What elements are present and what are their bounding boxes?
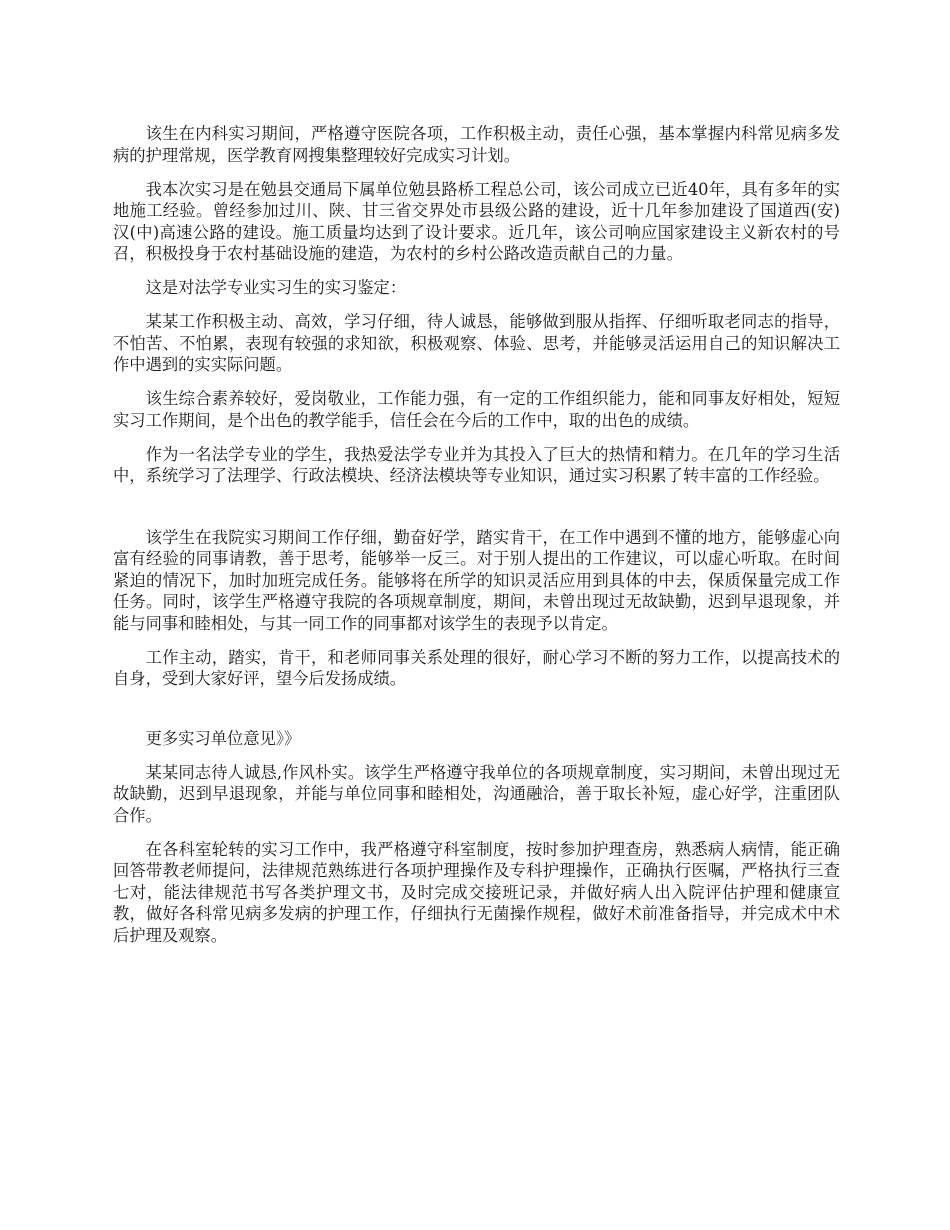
- paragraph: 我本次实习是在勉县交通局下属单位勉县路桥工程总公司，该公司成立已近40年，具有多年的实地施工经验。曾经参加过川、陕、甘三省交界处市县级公路的建设，近十几年参加建设了国道西(安)汉(中)高速公路的建设。施工质量均达到了设计要求。近几年，该公司响应国家建设主义新农村的号召，积极投身于农村基础设施的建造，为农村的乡村公路改造贡献自己的力量。: [113, 179, 840, 263]
- paragraph: 某某同志待人诚恳,作风朴实。该学生严格遵守我单位的各项规章制度，实习期间，未曾出现过无故缺勤，迟到早退现象，并能与单位同事和睦相处，沟通融洽，善于取长补短，虚心好学，注重团队合作。: [113, 762, 840, 825]
- paragraph: 某某工作积极主动、高效，学习仔细，待人诚恳，能够做到服从指挥、仔细听取老同志的指导，不怕苦、不怕累，表现有较强的求知欲，积极观察、体验、思考，并能够灵活运用自己的知识解决工作中遇到的实实际问题。: [113, 312, 840, 374]
- paragraph: 该生综合素养较好，爱岗敬业，工作能力强，有一定的工作组织能力，能和同事友好相处，短短实习工作期间，是个出色的教学能手，信任会在今后的工作中，取的出色的成绩。: [113, 389, 840, 430]
- paragraph: 这是对法学专业实习生的实习鉴定：: [145, 278, 407, 297]
- paragraph: 工作主动，踏实，肯干，和老师同事关系处理的很好，耐心学习不断的努力工作，以提高技术的自身，受到大家好评，望今后发扬成绩。: [113, 647, 840, 688]
- paragraph: 该生在内科实习期间，严格遵守医院各项，工作积极主动，责任心强，基本掌握内科常见病多发病的护理常规，医学教育网搜集整理较好完成实习计划。: [113, 124, 840, 165]
- document-body: [113, 123, 840, 959]
- paragraph: 该学生在我院实习期间工作仔细，勤奋好学，踏实肯干，在工作中遇到不懂的地方，能够虚心向富有经验的同事请教，善于思考，能够举一反三。对于别人提出的工作建议，可以虚心听取。在时间紧迫的情况下，加时加班完成任务。能够将在所学的知识灵活应用到具体的中去，保质保量完成工作任务。同时，该学生严格遵守我院的各项规章制度，期间，未曾出现过无故缺勤，迟到早退现象，并能与同事和睦相处，与其一同工作的同事都对该学生的表现予以肯定。: [113, 527, 840, 633]
- paragraph: 在各科室轮转的实习工作中，我严格遵守科室制度，按时参加护理查房，熟悉病人病情，能正确回答带教老师提问，法律规范熟练进行各项护理操作及专科护理操作，正确执行医嘱，严格执行三查七对，能法律规范书写各类护理文书，及时完成交接班记录，并做好病人出入院评估护理和健康宣教，做好各科常见病多发病的护理工作，仔细执行无菌操作规程，做好术前准备指导，并完成术中术后护理及观察。: [113, 839, 840, 945]
- more-opinions-heading: 更多实习单位意见》》: [145, 728, 301, 748]
- paragraph: 作为一名法学专业的学生，我热爱法学专业并为其投入了巨大的热情和精力。在几年的学习生活中，系统学习了法理学、行政法模块、经济法模块等专业知识，通过实习积累了转丰富的工作经验。: [113, 444, 840, 485]
